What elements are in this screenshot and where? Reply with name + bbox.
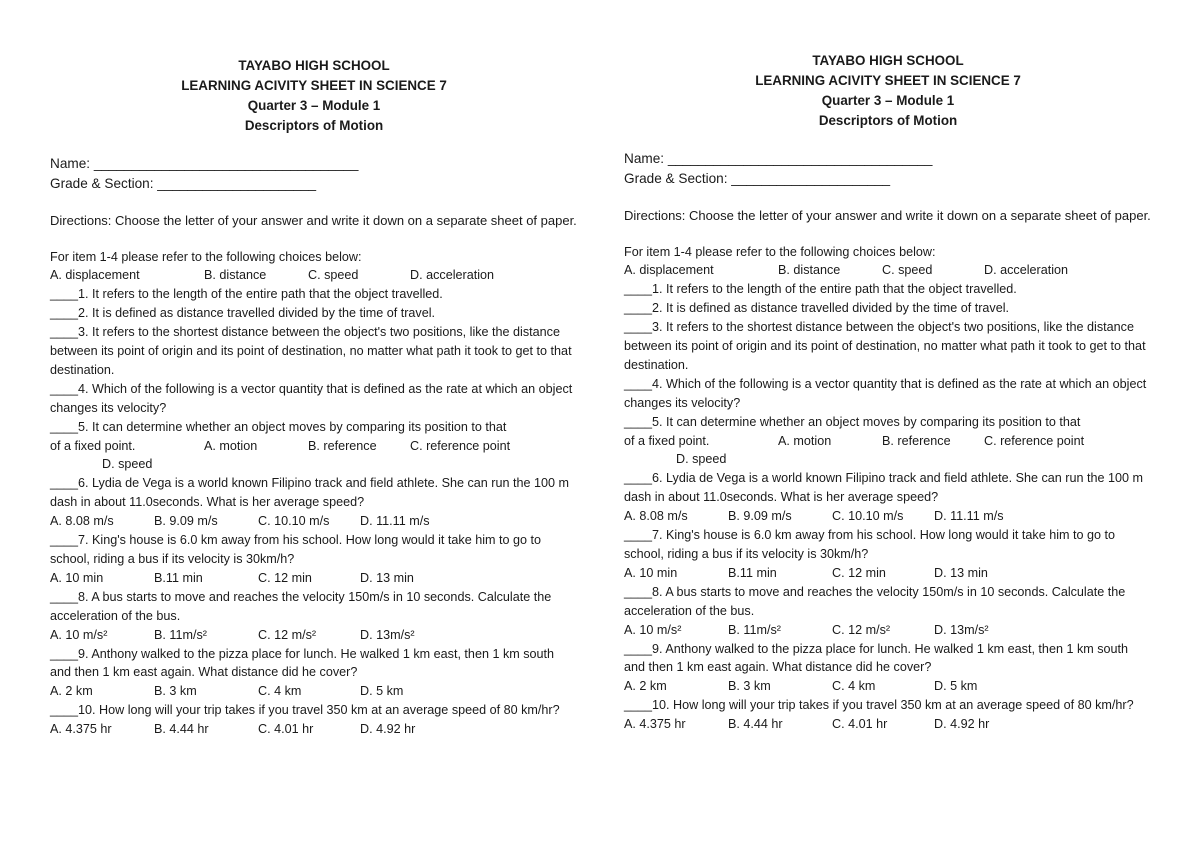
questions: [50, 248, 578, 740]
question-10: ____10. How long will your trip takes if you travel 350 km at an average speed of 80 km/hr?: [50, 703, 560, 718]
question-7-choices: [624, 564, 1152, 583]
choice: B. 3 km: [154, 684, 197, 699]
choices-intro: For item 1-4 please refer to the following choices below:: [624, 244, 936, 259]
topic-title: Descriptors of Motion: [244, 118, 384, 133]
choice: D. acceleration: [984, 263, 1068, 278]
school-name: TAYABO HIGH SCHOOL: [812, 53, 964, 68]
question-10: ____10. How long will your trip takes if you travel 350 km at an average speed of 80 km/hr?: [624, 698, 1134, 713]
choice: A. 4.375 hr: [624, 717, 686, 732]
choice: B.11 min: [728, 565, 777, 580]
worksheet-left: [50, 56, 578, 739]
question-10-choices: [50, 720, 578, 739]
question-5-choices: [624, 432, 1152, 451]
worksheet-header: [624, 51, 1152, 131]
student-fields: [50, 154, 578, 194]
choice: B. distance: [778, 263, 841, 278]
choice: B. 3 km: [728, 679, 771, 694]
choice: B. 9.09 m/s: [154, 514, 218, 529]
choice: A. 4.375 hr: [50, 722, 112, 737]
school-name: TAYABO HIGH SCHOOL: [238, 58, 390, 73]
question-8: ____8. A bus starts to move and reaches the velocity 150m/s in 10 seconds. Calculate the acceleration of the bus.: [624, 584, 1126, 618]
choice: A. 10 m/s²: [50, 627, 108, 642]
choice: D. 4.92 hr: [360, 722, 416, 737]
quarter-module: Quarter 3 – Module 1: [247, 98, 381, 113]
choice: A. displacement: [50, 268, 140, 283]
choice: D. 13 min: [934, 565, 988, 580]
question-8-choices: [50, 626, 578, 645]
question-3: ____3. It refers to the shortest distance between the object's two positions, like the distance between its point of origin and its point of destination, no matter what path it took to get to that destination.: [624, 320, 1146, 372]
worksheet-header: [50, 56, 578, 136]
grade-section-field: Grade & Section: _____________________: [624, 171, 891, 186]
choice: C. speed: [308, 268, 359, 283]
choice: B. 4.44 hr: [728, 717, 783, 732]
question-9: ____9. Anthony walked to the pizza place for lunch. He walked 1 km east, then 1 km south and then 1 km east again. What distance did he cover?: [624, 641, 1129, 675]
choices-1-4: [50, 266, 578, 285]
choice: D. speed: [102, 457, 153, 472]
choice: D. 13m/s²: [360, 627, 415, 642]
choice: B. 11m/s²: [154, 627, 207, 642]
question-8-choices: [624, 621, 1152, 640]
quarter-module: Quarter 3 – Module 1: [821, 93, 955, 108]
choice: C. 4.01 hr: [832, 717, 888, 732]
choice: C. reference point: [984, 433, 1085, 448]
choice: B. 4.44 hr: [154, 722, 209, 737]
question-4: ____4. Which of the following is a vector quantity that is defined as the rate at which an object changes its velocity?: [50, 381, 573, 415]
choice: A. 8.08 m/s: [50, 514, 114, 529]
choice: A. 2 km: [50, 684, 93, 699]
choice: A. 10 m/s²: [624, 622, 682, 637]
choice: B.11 min: [154, 570, 203, 585]
choice: C. 4 km: [832, 679, 876, 694]
choice: B. reference: [882, 433, 951, 448]
choice: A. motion: [204, 438, 258, 453]
choice: A. 10 min: [624, 565, 678, 580]
choices-intro: For item 1-4 please refer to the following choices below:: [50, 249, 362, 264]
directions: Directions: Choose the letter of your answer and write it down on a separate sheet of paper.: [50, 213, 577, 228]
question-4: ____4. Which of the following is a vector quantity that is defined as the rate at which an object changes its velocity?: [624, 376, 1147, 410]
choice: C. 12 min: [832, 565, 886, 580]
question-5-tail: of a fixed point.: [50, 438, 136, 453]
choice: D. 5 km: [934, 679, 978, 694]
sheet-title: LEARNING ACIVITY SHEET IN SCIENCE 7: [755, 73, 1021, 88]
topic-title: Descriptors of Motion: [818, 113, 958, 128]
choice: A. 2 km: [624, 679, 667, 694]
choice: C. reference point: [410, 438, 511, 453]
question-5-tail: of a fixed point.: [624, 433, 710, 448]
choice: C. 10.10 m/s: [832, 509, 904, 524]
question-5: ____5. It can determine whether an object moves by comparing its position to that: [50, 419, 507, 434]
questions: [624, 243, 1152, 735]
choice: A. 8.08 m/s: [624, 509, 688, 524]
question-3: ____3. It refers to the shortest distance between the object's two positions, like the distance between its point of origin and its point of destination, no matter what path it took to get to that destination.: [50, 325, 572, 377]
student-fields: [624, 149, 1152, 189]
question-9-choices: [50, 682, 578, 701]
choice: C. 12 min: [258, 570, 312, 585]
question-5: ____5. It can determine whether an object moves by comparing its position to that: [624, 414, 1081, 429]
choice: B. 9.09 m/s: [728, 509, 792, 524]
choice: B. distance: [204, 268, 267, 283]
question-6: ____6. Lydia de Vega is a world known Filipino track and field athlete. She can run the 100 m dash in about 11.0seconds. What is her average speed?: [50, 476, 569, 510]
choice: D. 4.92 hr: [934, 717, 990, 732]
grade-section-field: Grade & Section: _____________________: [50, 176, 317, 191]
choice: B. 11m/s²: [728, 622, 781, 637]
choice: C. 10.10 m/s: [258, 514, 330, 529]
question-7-cont: school, riding a bus if its velocity is 30km/h?: [50, 552, 295, 566]
question-7-cont: school, riding a bus if its velocity is 30km/h?: [624, 547, 869, 561]
choice: C. 4.01 hr: [258, 722, 314, 737]
question-6: ____6. Lydia de Vega is a world known Filipino track and field athlete. She can run the 100 m dash in about 11.0seconds. What is her average speed?: [624, 471, 1143, 505]
question-2: ____2. It is defined as distance travelled divided by the time of travel.: [624, 301, 1010, 316]
question-7: ____7. King's house is 6.0 km away from his school. How long would it take him to go to: [50, 533, 542, 548]
choice: C. 12 m/s²: [258, 627, 317, 642]
question-9: ____9. Anthony walked to the pizza place for lunch. He walked 1 km east, then 1 km south and then 1 km east again. What distance did he cover?: [50, 646, 555, 680]
worksheet-right: [624, 51, 1152, 734]
choice: D. 13m/s²: [934, 622, 989, 637]
choices-1-4: [624, 261, 1152, 280]
question-1: ____1. It refers to the length of the entire path that the object travelled.: [50, 287, 443, 302]
choice: C. speed: [882, 263, 933, 278]
question-6-choices: [50, 512, 578, 531]
question-6-choices: [624, 507, 1152, 526]
choice: D. speed: [676, 452, 727, 467]
question-1: ____1. It refers to the length of the entire path that the object travelled.: [624, 282, 1017, 297]
choice: A. displacement: [624, 263, 714, 278]
question-7: ____7. King's house is 6.0 km away from his school. How long would it take him to go to: [624, 528, 1116, 543]
question-9-choices: [624, 677, 1152, 696]
choice: D. 13 min: [360, 570, 414, 585]
choice: D. 5 km: [360, 684, 404, 699]
directions: Directions: Choose the letter of your answer and write it down on a separate sheet of paper.: [624, 208, 1151, 223]
question-10-choices: [624, 715, 1152, 734]
choice: B. reference: [308, 438, 377, 453]
choice: C. 4 km: [258, 684, 302, 699]
choice: D. 11.11 m/s: [934, 509, 1004, 524]
sheet-title: LEARNING ACIVITY SHEET IN SCIENCE 7: [181, 78, 447, 93]
name-field: Name: ___________________________________: [50, 156, 359, 171]
choice: D. acceleration: [410, 268, 494, 283]
name-field: Name: ___________________________________: [624, 151, 933, 166]
choice: D. 11.11 m/s: [360, 514, 430, 529]
question-2: ____2. It is defined as distance travelled divided by the time of travel.: [50, 306, 436, 321]
choice: A. motion: [778, 433, 832, 448]
question-5-choices: [50, 437, 578, 456]
choice: C. 12 m/s²: [832, 622, 891, 637]
question-8: ____8. A bus starts to move and reaches the velocity 150m/s in 10 seconds. Calculate the acceleration of the bus.: [50, 589, 552, 623]
choice: A. 10 min: [50, 570, 104, 585]
question-7-choices: [50, 569, 578, 588]
